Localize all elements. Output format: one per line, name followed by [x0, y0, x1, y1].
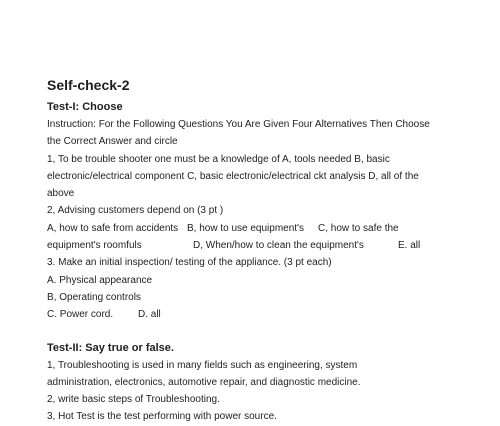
question-3-stem: 3. Make an initial inspection/ testing of the appliance. (3 pt each)	[47, 257, 332, 269]
test2-question-1-line-2: administration, electronics, automotive repair, and diagnostic medicine.	[47, 376, 361, 388]
option-3b: B, Operating controls	[47, 291, 141, 303]
question-1-line-3: above	[47, 188, 75, 200]
option-3c: C. Power cord.	[47, 309, 114, 321]
test2-question-1-line-1: 1, Troubleshooting is used in many fields such as engineering, system	[47, 359, 358, 371]
test1-heading: Test-I: Choose	[47, 101, 123, 113]
section-spacer	[47, 324, 467, 340]
option-3d: D. all	[138, 309, 161, 321]
option-2e: E. all	[398, 240, 421, 252]
test2-question-3: 3, Hot Test is the test performing with power source.	[47, 411, 277, 423]
option-2d: D, When/how to clean the equipment's	[193, 240, 364, 252]
instruction-line-2: the Correct Answer and circle	[47, 136, 178, 148]
question-1-line-1: 1, To be trouble shooter one must be a knowledge of A, tools needed B, basic	[47, 153, 390, 165]
page-title: Self-check-2	[47, 77, 130, 93]
test2-heading: Test-II: Say true or false.	[47, 341, 174, 354]
question-2-options-row-2	[47, 237, 467, 254]
question-2-stem: 2, Advising customers depend on (3 pt )	[47, 205, 224, 217]
document-page	[47, 76, 467, 426]
option-2c-cont: equipment's roomfuls	[47, 240, 142, 252]
option-2a: A, how to safe from accidents	[47, 222, 179, 234]
option-2c: C, how to safe the	[318, 222, 399, 234]
question-2-options-row-1	[47, 220, 467, 237]
instruction-line-1: Instruction: For the Following Questions You Are Given Four Alternatives Then Choose	[47, 119, 430, 130]
option-3a: A. Physical appearance	[47, 274, 153, 286]
option-2b: B, how to use equipment's	[187, 222, 304, 234]
question-1-line-2: electronic/electrical component C, basic electronic/electrical ckt analysis D, all of the	[47, 170, 419, 182]
test2-question-2: 2, write basic steps of Troubleshooting.	[47, 394, 220, 406]
question-3-options-row	[47, 306, 467, 323]
